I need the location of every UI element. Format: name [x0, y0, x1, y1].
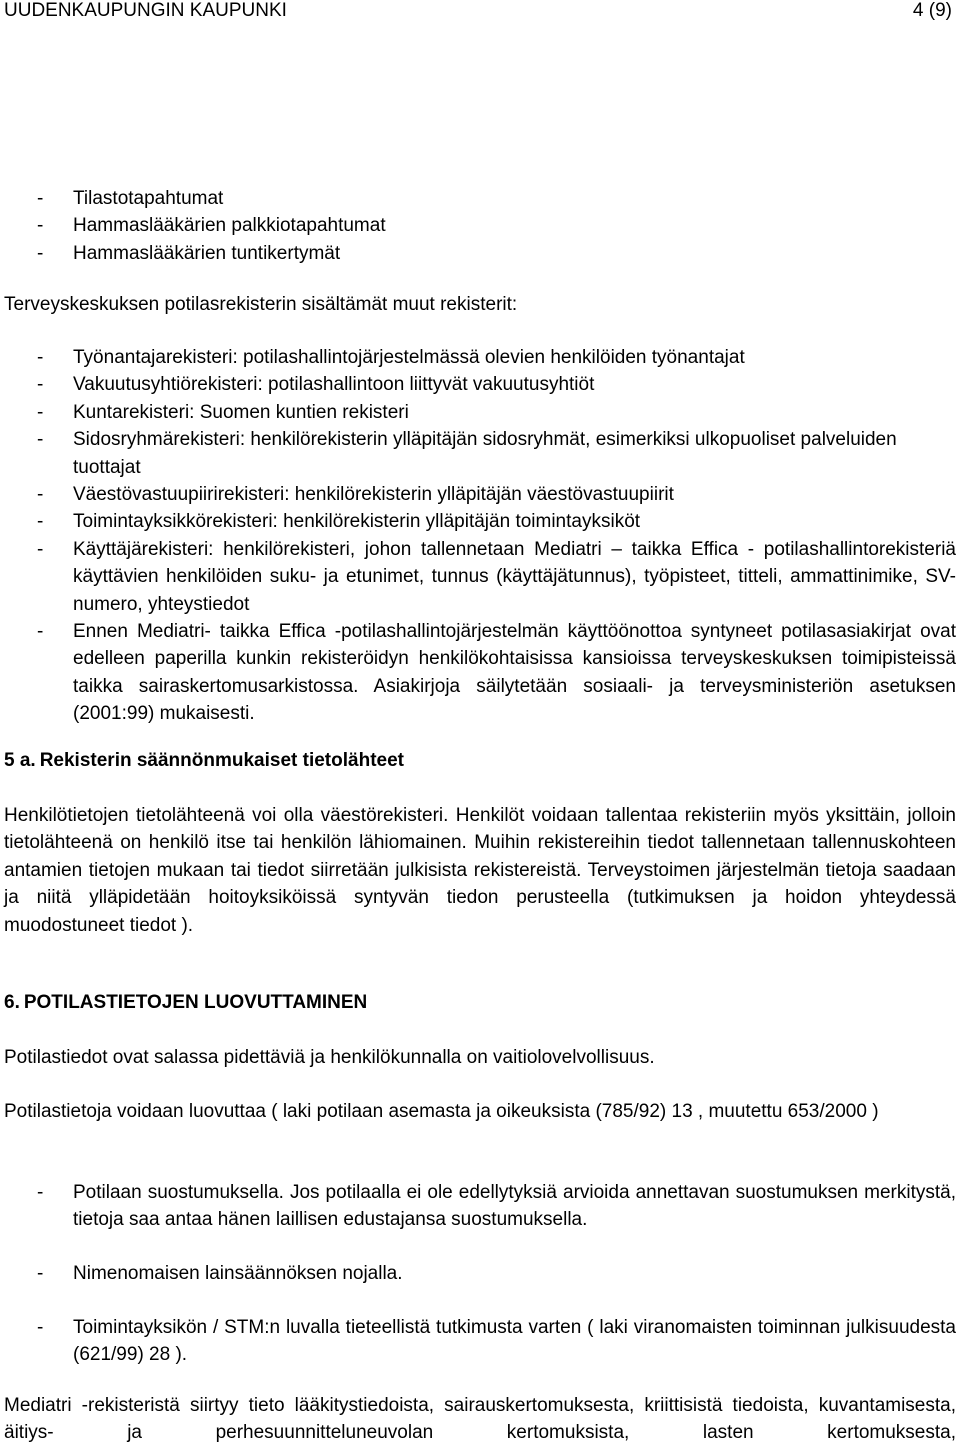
list-item: - Väestövastuupiirirekisteri: henkilörekisterin ylläpitäjän väestövastuupiirit: [0, 481, 960, 508]
list-item: - Toimintayksikkörekisteri: henkilörekisterin ylläpitäjän toimintayksiköt: [0, 508, 960, 535]
list-item: - Kuntarekisteri: Suomen kuntien rekisteri: [0, 399, 960, 426]
list-bullet: -: [37, 511, 44, 533]
closing-paragraph: Mediatri -rekisteristä siirtyy tieto lääkitystiedoista, sairauskertomuksesta, kriittisistä tiedoista, kuvantamisesta, äitiys- ja perhesuunnitteluneuvolan kertomuksista, lasten kertomuksesta,: [4, 1395, 956, 1444]
section-title: Rekisterin säännönmukaiset tietolähteet: [39, 750, 404, 771]
list-bullet: -: [37, 1182, 44, 1203]
page-number: 4 (9): [912, 0, 952, 21]
registers-intro-block: [0, 291, 960, 318]
section-5a-body-block: [0, 802, 960, 939]
list-bullet: -: [37, 188, 44, 209]
statistics-list: [0, 185, 960, 267]
disclosure-list-item-2: [0, 1260, 960, 1287]
page-header: [4, 0, 956, 25]
list-item: - Hammaslääkärien palkkiotapahtumat: [0, 212, 960, 239]
list-item: - Nimenomaisen lainsäännöksen nojalla.: [0, 1260, 960, 1287]
list-bullet: -: [37, 215, 44, 237]
section-6-para1-block: [0, 1044, 960, 1071]
disclosure-paragraph: Potilastietoja voidaan luovuttaa ( laki potilaan asemasta ja oikeuksista (785/92) 13 , muutettu 653/2000 ): [4, 1101, 879, 1122]
list-item: - Tilastotapahtumat: [0, 185, 960, 212]
list-bullet: -: [37, 374, 44, 396]
list-bullet: -: [37, 242, 44, 264]
section-6-heading-block: [0, 989, 960, 1016]
list-bullet: -: [37, 621, 44, 643]
list-bullet: -: [37, 401, 44, 423]
disclosure-list-item-3: [0, 1314, 960, 1369]
registers-list: [0, 344, 960, 728]
registers-intro: Terveyskeskuksen potilasrekisterin sisältämät muut rekisterit:: [4, 294, 518, 315]
list-item: - Hammaslääkärien tuntikertymät: [0, 240, 960, 267]
section-body: Henkilötietojen tietolähteenä voi olla väestörekisteri. Henkilöt voidaan tallentaa rekisteriin myös yksittäin, jolloin tietolähteenä on henkilö itse tai henkilön lähiomainen. Muihin rekistereihin tiedot tallennetaan tallennuskohteen antamien tietojen mukaan tai tiedot siirretään julkisista rekistereistä. Terveystoimen järjestelmän tietoja saadaan ja niitä ylläpidetään hoitoyksiköissä syntyvän tiedon perusteella (tutkimuksen ja hoidon yhteydessä muodostuneet tiedot ).: [4, 805, 956, 936]
list-item: - Vakuutusyhtiörekisteri: potilashallintoon liittyvät vakuutusyhtiöt: [0, 371, 960, 398]
section-title: POTILASTIETOJEN LUOVUTTAMINEN: [23, 992, 368, 1013]
organization-name: UUDENKAUPUNGIN KAUPUNKI: [4, 0, 287, 21]
section-number: 6.: [4, 992, 20, 1013]
list-item: - Työnantajarekisteri: potilashallintojärjestelmässä olevien henkilöiden työnantajat: [0, 344, 960, 371]
list-item: - Sidosryhmärekisteri: henkilörekisterin ylläpitäjän sidosryhmät, esimerkiksi ulkopuoliset palveluiden tuottajat: [0, 426, 960, 481]
section-number: 5 a.: [4, 750, 36, 771]
list-bullet: -: [37, 1317, 44, 1338]
section-heading: [0, 989, 960, 1016]
list-item: - Käyttäjärekisteri: henkilörekisteri, johon tallennetaan Mediatri – taikka Effica - potilashallintorekisteriä käyttävien henkilöiden suku- ja etunimet, tunnus (käyttäjätunnus), työpisteet, titteli, ammattinimike, SV-numero, yhteystiedot: [0, 536, 960, 618]
list-item: - Potilaan suostumuksella. Jos potilaalla ei ole edellytyksiä arvioida annettavan suostumuksen merkitystä, tietoja saa antaa hänen laillisen edustajansa suostumuksella.: [0, 1179, 960, 1234]
section-5a-heading-block: [0, 747, 960, 774]
list-item: - Toimintayksikön / STM:n luvalla tieteellistä tutkimusta varten ( laki viranomaisten toiminnan julkisuudesta (621/99) 28 ).: [0, 1314, 960, 1369]
disclosure-list-item-1: [0, 1179, 960, 1234]
section-heading: [0, 747, 960, 774]
list-bullet: -: [37, 429, 44, 451]
list-bullet: -: [37, 1263, 44, 1284]
closing-paragraph-block: [0, 1392, 960, 1447]
confidentiality-paragraph: Potilastiedot ovat salassa pidettäviä ja henkilökunnalla on vaitiolovelvollisuus.: [4, 1047, 655, 1068]
list-bullet: -: [37, 484, 44, 506]
list-bullet: -: [37, 538, 44, 560]
section-6-para2-block: [0, 1098, 960, 1125]
list-item: - Ennen Mediatri- taikka Effica -potilashallintojärjestelmän käyttöönottoa syntyneet potilasasiakirjat ovat edelleen paperilla kunkin rekisteröidyn henkilökohtaisissa kansioissa terveyskeskuksen toimipisteissä taikka sairaskertomusarkistossa. Asiakirjoja säilytetään sosiaali- ja terveysministeriön asetuksen (2001:99) mukaisesti.: [0, 618, 960, 728]
list-bullet: -: [37, 347, 44, 368]
